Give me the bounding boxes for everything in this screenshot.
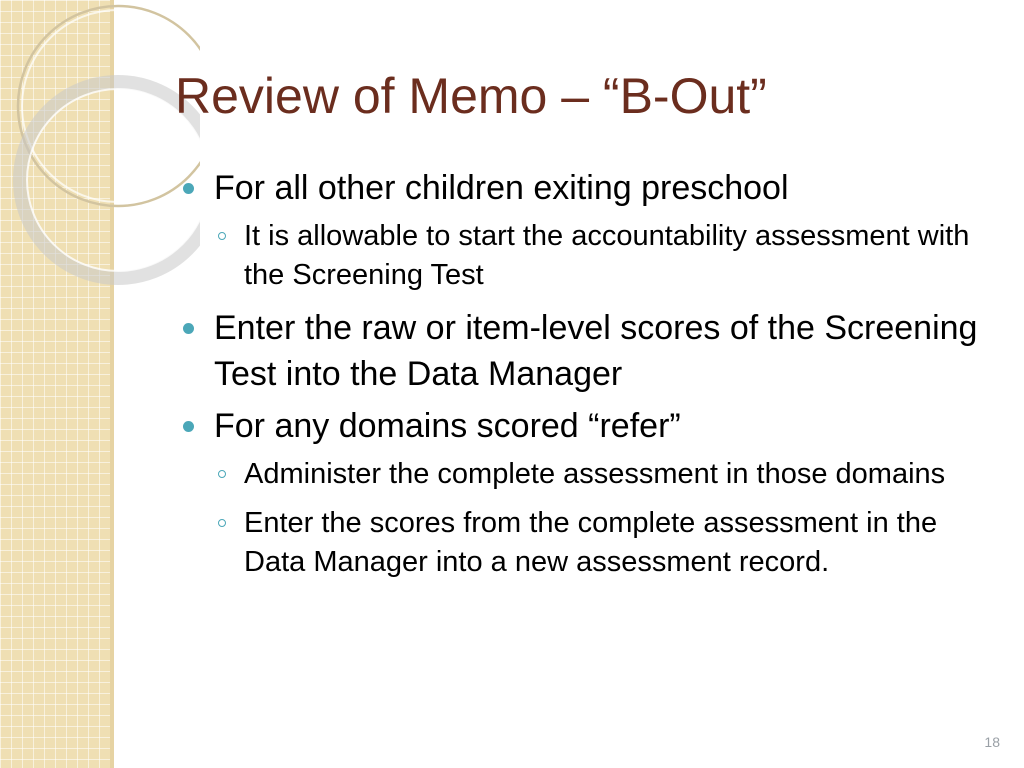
sub-bullet-item: [178, 217, 998, 295]
sub-bullet-item: [178, 455, 998, 494]
bullet-list: [178, 165, 998, 592]
bullet-text: For all other children exiting preschool: [214, 169, 789, 207]
bullet-item: [178, 305, 998, 397]
sub-bullet-text: Administer the complete assessment in those domains: [244, 458, 946, 490]
sub-bullet-item: [178, 504, 998, 582]
slide-title: Review of Memo – “B-Out”: [175, 68, 767, 124]
bullet-item: [178, 165, 998, 211]
sub-bullet-circle-icon: [218, 232, 226, 240]
bullet-dot-icon: [183, 421, 194, 432]
bullet-dot-icon: [183, 183, 194, 194]
sub-bullet-circle-icon: [218, 519, 226, 527]
sub-bullet-circle-icon: [218, 470, 226, 478]
sub-bullet-text: Enter the scores from the complete assessment in the Data Manager into a new assessment record.: [244, 507, 938, 578]
page-number: 18: [984, 734, 1000, 750]
bullet-text: Enter the raw or item-level scores of the Screening Test into the Data Manager: [214, 309, 978, 393]
bullet-item: [178, 403, 998, 449]
bullet-dot-icon: [183, 323, 194, 334]
sub-bullet-text: It is allowable to start the accountability assessment with the Screening Test: [244, 220, 970, 291]
bullet-text: For any domains scored “refer”: [214, 407, 681, 445]
decorative-rings-icon: [0, 0, 200, 320]
